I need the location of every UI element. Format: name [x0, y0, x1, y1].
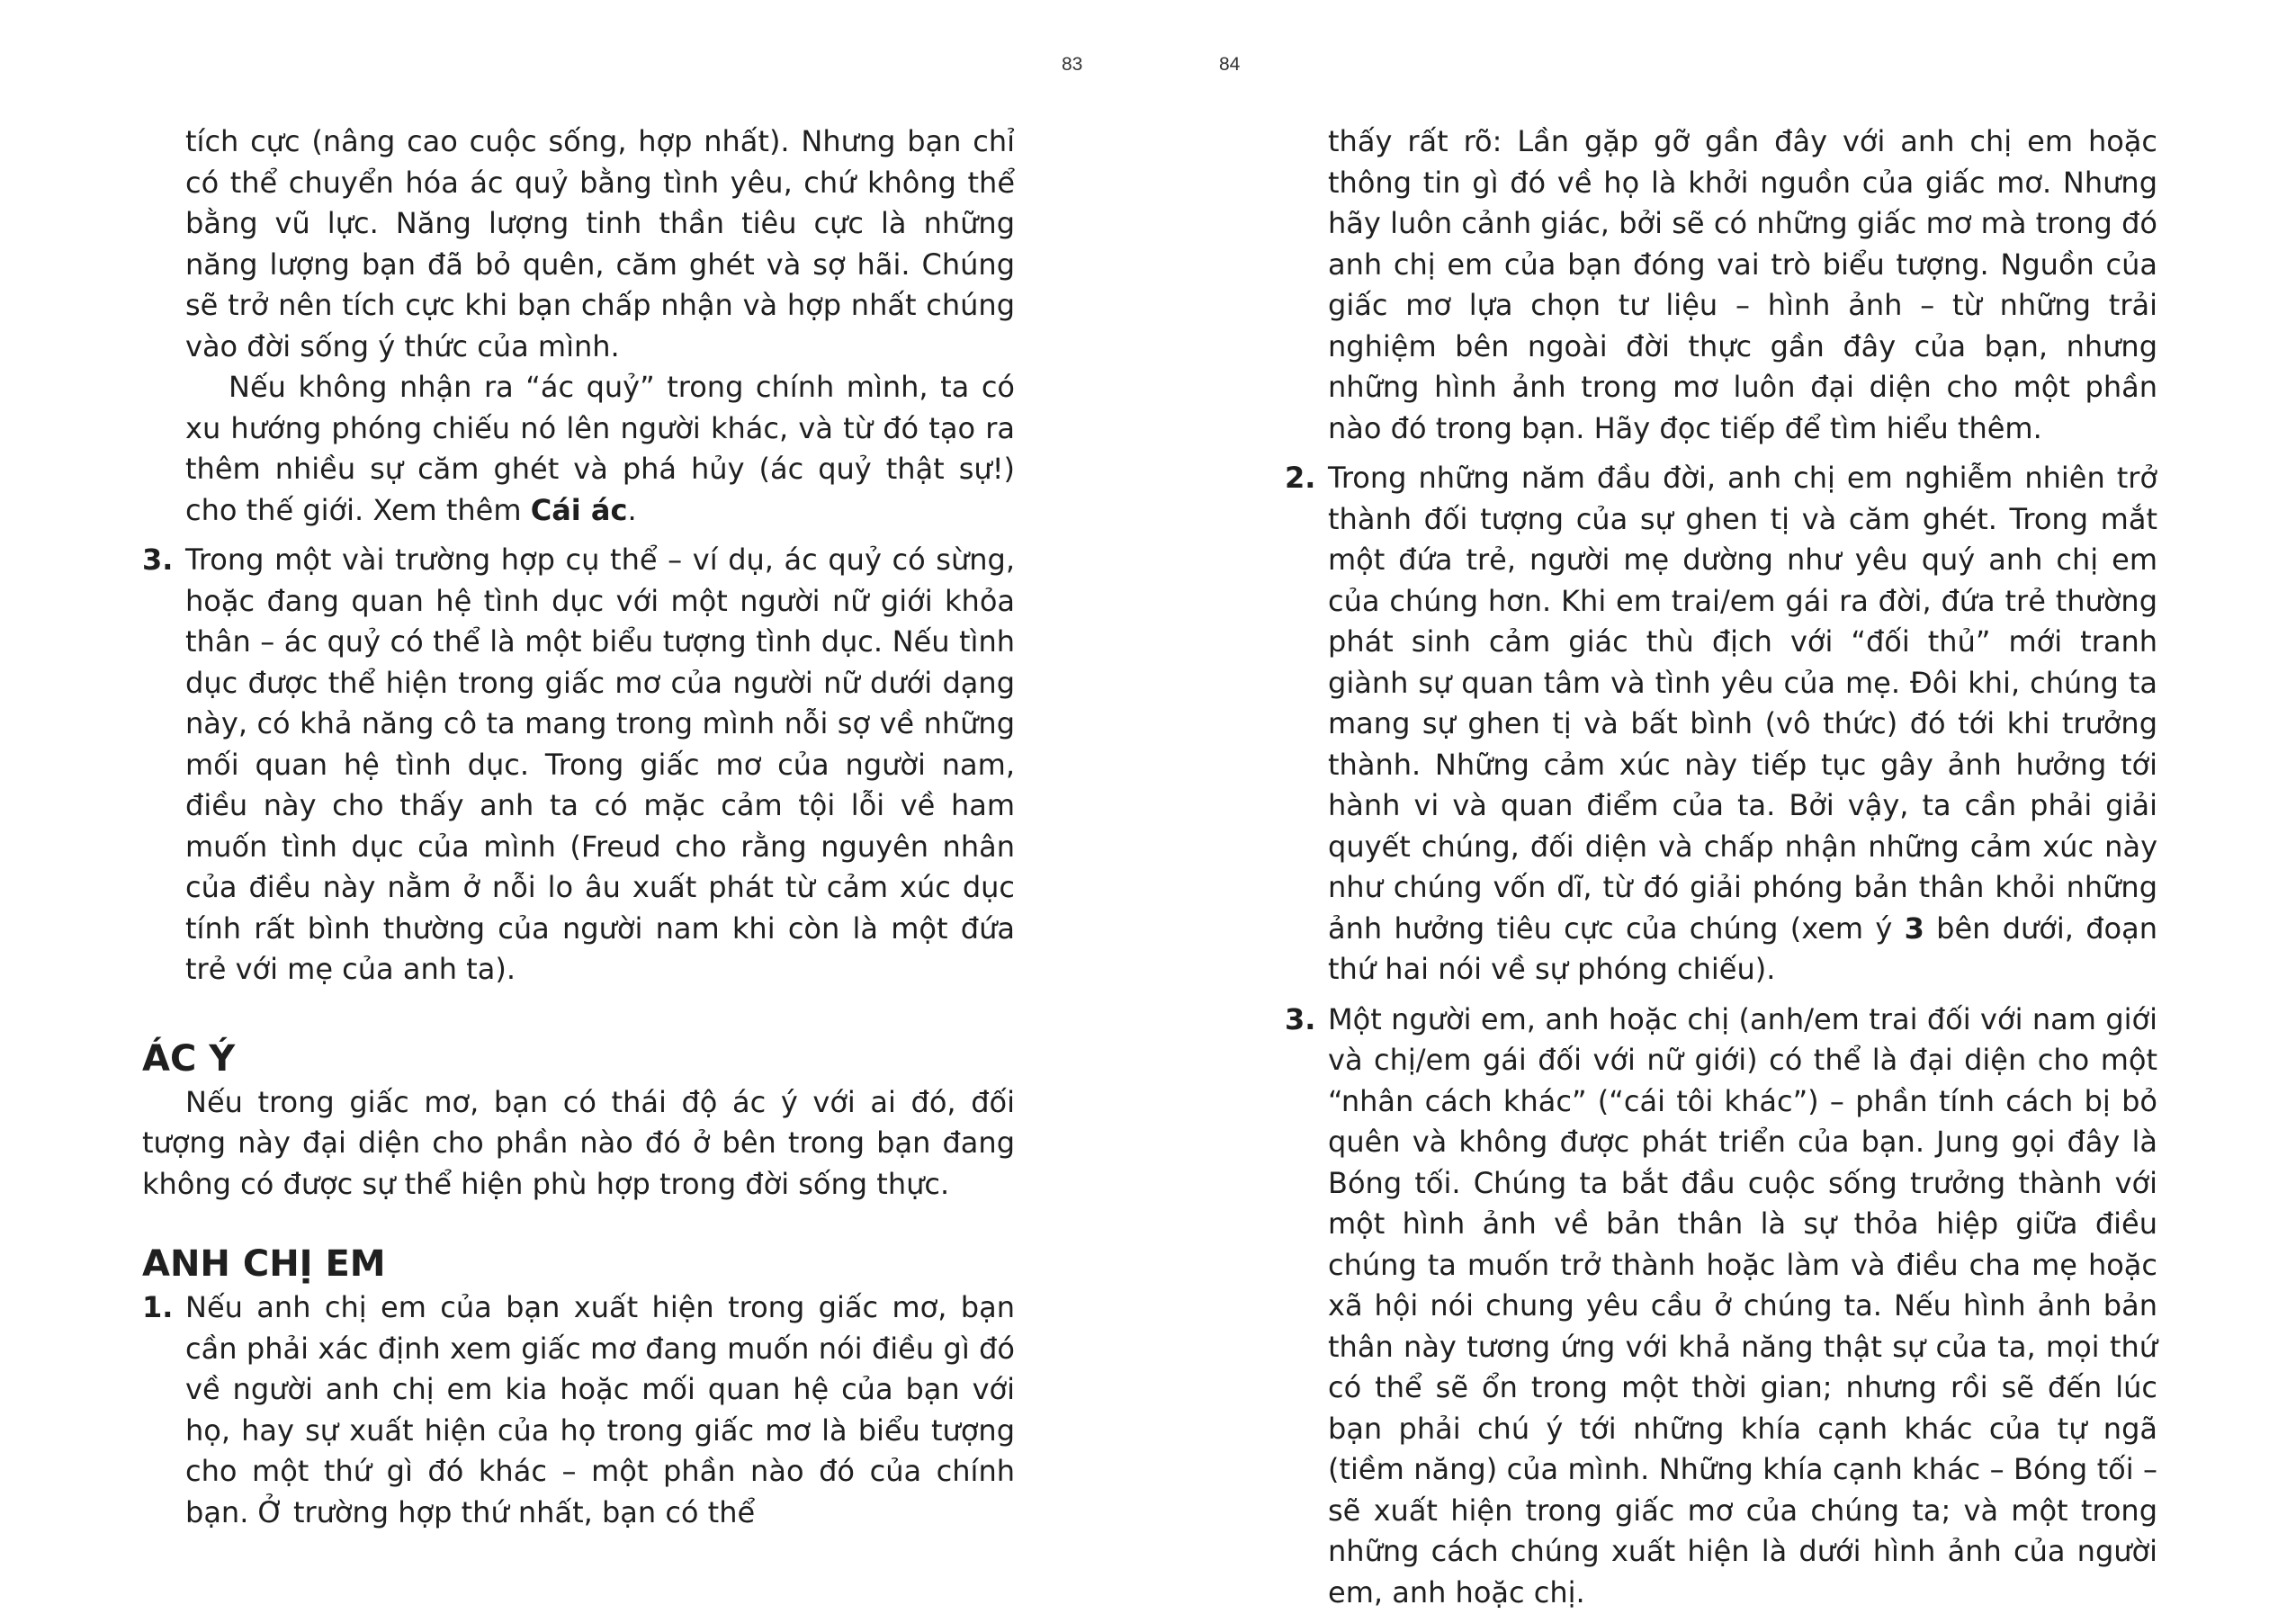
- list-item-1: [142, 1287, 1015, 1533]
- projection-paragraph: [142, 367, 1015, 531]
- continued-paragraph: tích cực (nâng cao cuộc sống, hợp nhất). Nhưng bạn chỉ có thể chuyển hóa ác quỷ bằng tình yêu, chứ không thể bằng vũ lực. Năng lượng tinh thần tiêu cực là những năng lượng bạn đã bỏ quên, căm ghét và sợ hãi. Chúng sẽ trở nên tích cực khi bạn chấp nhận và hợp nhất chúng vào đời sống ý thức của mình.: [185, 124, 1015, 363]
- list-item-3: [142, 540, 1015, 991]
- heading-anh-chi-em: ANH CHỊ EM: [142, 1243, 386, 1285]
- right-page: [1285, 121, 2157, 1613]
- page-number-left: 83: [1062, 54, 1083, 75]
- ac-y-paragraph: Nếu trong giấc mơ, bạn có thái độ ác ý với ai đó, đối tượng này đại diện cho phần nào đó ở bên trong bạn đang không có được sự thể hiện phù hợp trong đời sống thực.: [142, 1084, 1015, 1201]
- list-number: 2.: [1285, 461, 1316, 495]
- list-item-3: [1285, 1000, 2157, 1614]
- continued-paragraph: thấy rất rõ: Lần gặp gỡ gần đây với anh chị em hoặc thông tin gì đó về họ là khởi nguồn của giấc mơ. Nhưng hãy luôn cảnh giác, bởi sẽ có những giấc mơ mà trong đó anh chị em của bạn đóng vai trò biểu tượng. Nguồn của giấc mơ lựa chọn tư liệu – hình ảnh – từ những trải nghiệm bên ngoài đời thực gần đây của bạn, nhưng những hình ảnh trong mơ luôn đại diện cho một phần nào đó trong bạn. Hãy đọc tiếp để tìm hiểu thêm.: [1328, 124, 2157, 445]
- page-number-right: 84: [1219, 54, 1241, 75]
- projection-text: Nếu không nhận ra “ác quỷ” trong chính mình, ta có xu hướng phóng chiếu nó lên người khác, và từ đó tạo ra thêm nhiều sự căm ghét và phá hủy (ác quỷ thật sự!) cho thế giới. Xem thêm: [185, 370, 1015, 527]
- list-item-text: Nếu anh chị em của bạn xuất hiện trong giấc mơ, bạn cần phải xác định xem giấc mơ đang muốn nói điều gì đó về người anh chị em kia hoặc mối quan hệ của bạn với họ, hay sự xuất hiện của họ trong giấc mơ là biểu tượng cho một thứ gì đó khác – một phần nào đó của chính bạn. Ở trường hợp thứ nhất, bạn có thể: [185, 1290, 1015, 1529]
- list-item-text: Trong một vài trường hợp cụ thể – ví dụ, ác quỷ có sừng, hoặc đang quan hệ tình dục với một người nữ giới khỏa thân – ác quỷ có thể là một biểu tượng tình dục. Nếu tình dục được thể hiện trong giấc mơ của người nữ dưới dạng này, có khả năng cô ta mang trong mình nỗi sợ về những mối quan hệ tình dục. Trong giấc mơ của người nam, điều này cho thấy anh ta có mặc cảm tội lỗi về ham muốn tình dục của mình (Freud cho rằng nguyên nhân của điều này nằm ở nỗi lo âu xuất phát từ cảm xúc dục tính rất bình thường của người nam khi còn là một đứa trẻ với mẹ của anh ta).: [185, 542, 1015, 986]
- list-item-text: Một người em, anh hoặc chị (anh/em trai đối với nam giới và chị/em gái đối với nữ giới) có thể là đại diện cho một “nhân cách khác” (“cái tôi khác”) – phần tính cách bị bỏ quên và không được phát triển của bạn. Jung gọi đây là Bóng tối. Chúng ta bắt đầu cuộc sống trưởng thành với một hình ảnh về bản thân là sự thỏa hiệp giữa điều chúng ta muốn trở thành hoặc làm và điều cha mẹ hoặc xã hội nói chung yêu cầu ở chúng ta. Nếu hình ảnh bản thân này tương ứng với khả năng thật sự của ta, mọi thứ có thể sẽ ổn trong một thời gian; nhưng rồi sẽ đến lúc bạn phải chú ý tới những khía cạnh khác của tự ngã (tiềm năng) của mình. Những khía cạnh khác – Bóng tối – sẽ xuất hiện trong giấc mơ của chúng ta; và một trong những cách chúng xuất hiện là dưới hình ảnh của người em, anh hoặc chị.: [1328, 1001, 2157, 1610]
- item2-text-b: bên dưới, đoạn thứ hai nói về sự phóng chiếu).: [1328, 910, 2158, 986]
- cross-reference-cai-ac: Cái ác: [530, 492, 628, 527]
- list-item-text: [1328, 458, 2157, 991]
- heading-ac-y: ÁC Ý: [142, 1037, 236, 1080]
- list-number: 3.: [1285, 1001, 1316, 1036]
- list-number: 1.: [142, 1290, 174, 1324]
- projection-end: .: [627, 492, 637, 527]
- list-item-2: [1285, 458, 2157, 991]
- item2-text-a: Trong những năm đầu đời, anh chị em nghiễm nhiên trở thành đối tượng của sự ghen tị và căm ghét. Trong mắt một đứa trẻ, người mẹ dường như yêu quý anh chị em của chúng hơn. Khi em trai/em gái ra đời, đứa trẻ thường phát sinh cảm giác thù địch với “đối thủ” mới tranh giành sự quan tâm và tình yêu của mẹ. Đôi khi, chúng ta mang sự ghen tị và bất bình (vô thức) đó tới khi trưởng thành. Những cảm xúc này tiếp tục gây ảnh hưởng tới hành vi và quan điểm của ta. Bởi vậy, ta cần phải giải quyết chúng, đối diện và chấp nhận những cảm xúc này như chúng vốn dĩ, từ đó giải phóng bản thân khỏi những ảnh hưởng tiêu cực của chúng (xem ý: [1328, 461, 2157, 946]
- left-page: [142, 121, 1015, 1533]
- cross-reference-3: 3: [1904, 910, 1924, 946]
- list-number: 3.: [142, 542, 174, 577]
